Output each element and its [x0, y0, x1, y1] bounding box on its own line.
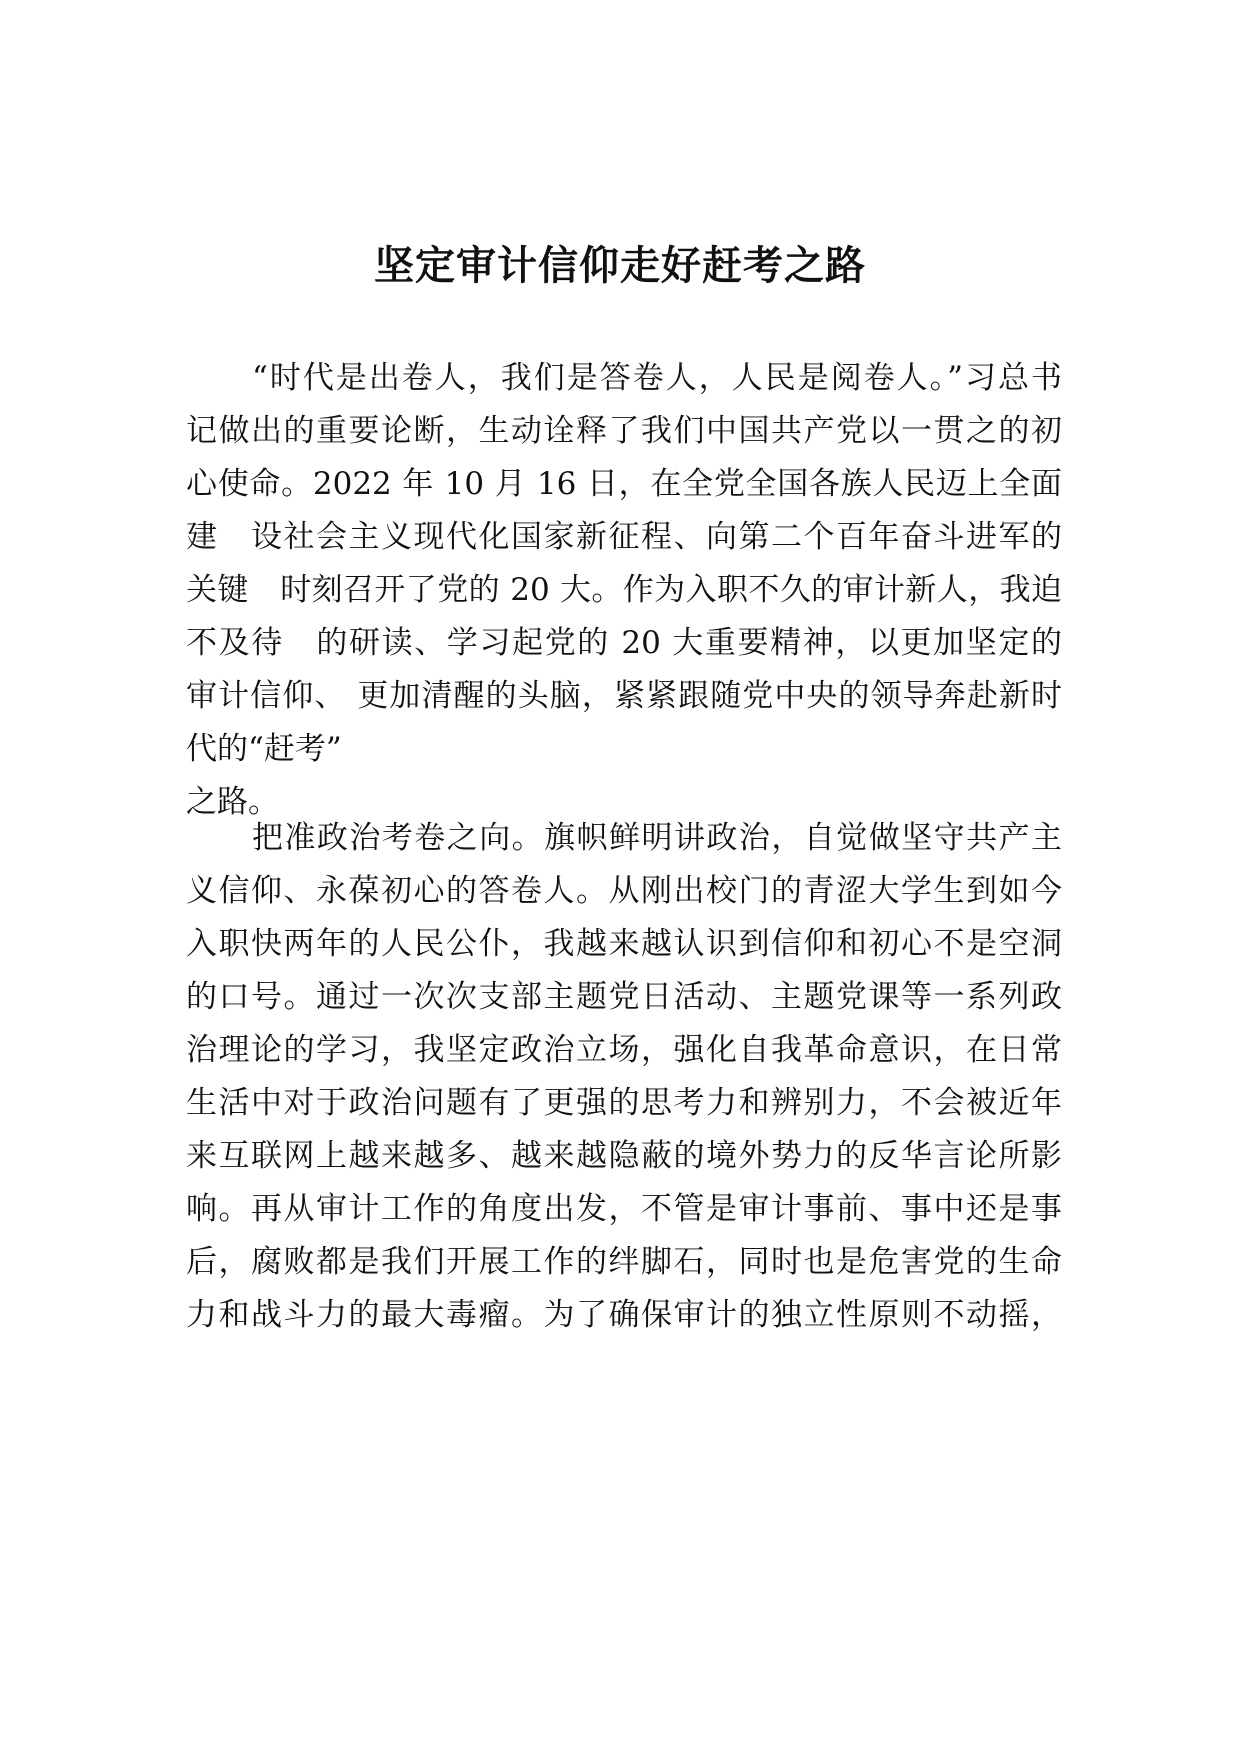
paragraph-political-direction — [186, 812, 1062, 1342]
paragraph-line: 义信仰、永葆初心的答卷人。从刚出校门的青涩大学生到如今 — [186, 873, 1062, 909]
paragraph-line: 把准政治考卷之向。旗帜鲜明讲政治，自觉做坚守共产主 — [252, 820, 1062, 856]
paragraph-line: 之路。 — [186, 784, 279, 820]
paragraph-line: 生活中对于政治问题有了更强的思考力和辨别力，不会被近年 — [186, 1085, 1062, 1121]
paragraph-line: 代的“赶考” — [186, 731, 342, 767]
paragraph-line: 心使命。2022 年 10 月 16 日，在全党全国各族人民迈上全面 — [186, 466, 1062, 502]
paragraph-line: 力和战斗力的最大毒瘤。为了确保审计的独立性原则不动摇， — [186, 1297, 1062, 1333]
paragraph-line: 的口号。通过一次次支部主题党日活动、主题党课等一系列政 — [186, 979, 1062, 1015]
paragraph-line: 响。再从审计工作的角度出发，不管是审计事前、事中还是事 — [186, 1191, 1062, 1227]
paragraph-line: “时代是出卷人，我们是答卷人，人民是阅卷人。”习总书 — [252, 360, 1062, 396]
paragraph-intro — [186, 352, 1062, 829]
document-title: 坚定审计信仰走好赶考之路 — [374, 243, 866, 289]
paragraph-line: 来互联网上越来越多、越来越隐蔽的境外势力的反华言论所影 — [186, 1138, 1062, 1174]
paragraph-line: 不及待 的研读、学习起党的 20 大重要精神，以更加坚定的 — [186, 625, 1062, 661]
paragraph-line: 建 设社会主义现代化国家新征程、向第二个百年奋斗进军的 — [186, 519, 1062, 555]
paragraph-line: 关键 时刻召开了党的 20 大。作为入职不久的审计新人，我迫 — [186, 572, 1062, 608]
paragraph-line: 记做出的重要论断，生动诠释了我们中国共产党以一贯之的初 — [186, 413, 1062, 449]
paragraph-line: 治理论的学习，我坚定政治立场，强化自我革命意识，在日常 — [186, 1032, 1062, 1068]
paragraph-line: 后，腐败都是我们开展工作的绊脚石，同时也是危害党的生命 — [186, 1244, 1062, 1280]
paragraph-line: 入职快两年的人民公仆，我越来越认识到信仰和初心不是空洞 — [186, 926, 1062, 962]
paragraph-line: 审计信仰、 更加清醒的头脑，紧紧跟随党中央的领导奔赴新时 — [186, 678, 1062, 714]
